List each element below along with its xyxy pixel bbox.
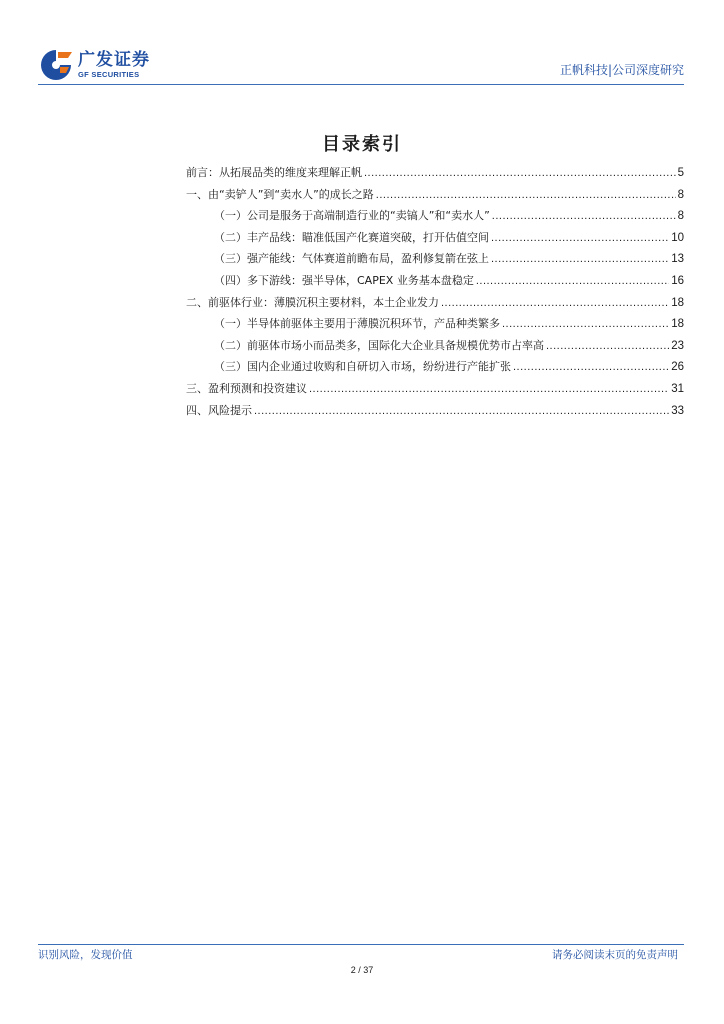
toc-entry-page: 13 [671,253,684,266]
toc-leader-dots [502,316,669,332]
toc-entry[interactable] [186,295,684,317]
toc-entry[interactable] [186,187,684,209]
toc-entry[interactable] [186,273,684,295]
footer-divider [38,944,684,945]
toc-leader-dots [491,230,669,246]
toc-entry-page: 8 [677,188,684,201]
toc-entry-text: （三）国内企业通过收购和自研切入市场，纷纷进行产能扩张 [214,360,511,374]
toc-entry[interactable] [186,208,684,230]
toc-title: 目录索引 [322,134,402,155]
toc-entry-page: 18 [671,318,684,331]
toc-leader-dots [364,165,676,181]
toc-entry-text: 二、前驱体行业：薄膜沉积主要材料，本土企业发力 [186,295,439,309]
toc-entry[interactable] [186,251,684,273]
toc-entry-page: 8 [677,210,684,223]
page-header [38,38,684,84]
toc-entry-text: （二）前驱体市场小而品类多，国际化大企业具备规模优势市占率高 [214,338,544,352]
logo-chinese-text: 广发证券 [78,50,150,70]
toc-entry-page: 5 [677,167,684,179]
logo-english-text: GF SECURITIES [78,70,140,79]
toc-leader-dots [476,273,669,289]
toc-entry-page: 33 [671,404,684,417]
toc-entry-text: 三、盈利预测和投资建议 [186,381,307,395]
toc-entry-text: （四）多下游线：强半导体，CAPEX 业务基本盘稳定 [214,273,474,287]
toc-leader-dots [546,338,669,354]
toc-leader-dots [492,208,676,224]
toc-entry[interactable] [186,165,684,187]
toc-entry-text: 前言：从拓展品类的维度来理解正帆 [186,166,362,179]
footer-slogan: 识别风险，发现价值 [38,949,133,961]
toc-entry-text: 四、风险提示 [186,403,252,417]
toc-leader-dots [441,295,669,311]
toc-entry-page: 31 [671,382,684,395]
footer-disclaimer-note: 请务必阅读末页的免责声明 [552,949,678,961]
toc-entry-page: 18 [671,296,684,309]
toc-entry-text: 一、由“卖铲人”到“卖水人”的成长之路 [186,187,374,201]
table-of-contents [186,165,684,424]
header-divider [38,84,684,85]
toc-entry-text: （三）强产能线：气体赛道前瞻布局，盈利修复箭在弦上 [214,252,489,266]
toc-entry-page: 23 [671,339,684,352]
toc-entry-text: （二）丰产品线：瞄准低国产化赛道突破，打开估值空间 [214,230,489,244]
toc-entry[interactable] [186,230,684,252]
toc-entry[interactable] [186,316,684,338]
toc-entry[interactable] [186,338,684,360]
toc-leader-dots [513,359,669,375]
page-number: 2 / 37 [350,965,374,975]
toc-entry-page: 26 [671,361,684,374]
toc-entry-text: （一）公司是服务于高端制造行业的“卖镐人”和“卖水人” [214,209,490,223]
report-title-header: 正帆科技|公司深度研究 [559,63,684,77]
toc-entry-page: 16 [671,274,684,287]
toc-entry[interactable] [186,381,684,403]
toc-leader-dots [376,187,676,203]
toc-entry-text: （一）半导体前驱体主要用于薄膜沉积环节，产品种类繁多 [214,317,500,331]
gf-logo-icon [38,48,74,82]
toc-leader-dots [491,251,669,267]
toc-entry[interactable] [186,359,684,381]
toc-entry-page: 10 [671,231,684,244]
toc-entry[interactable] [186,403,684,425]
gf-securities-logo [38,48,158,84]
toc-leader-dots [309,381,669,397]
toc-leader-dots [254,403,669,419]
